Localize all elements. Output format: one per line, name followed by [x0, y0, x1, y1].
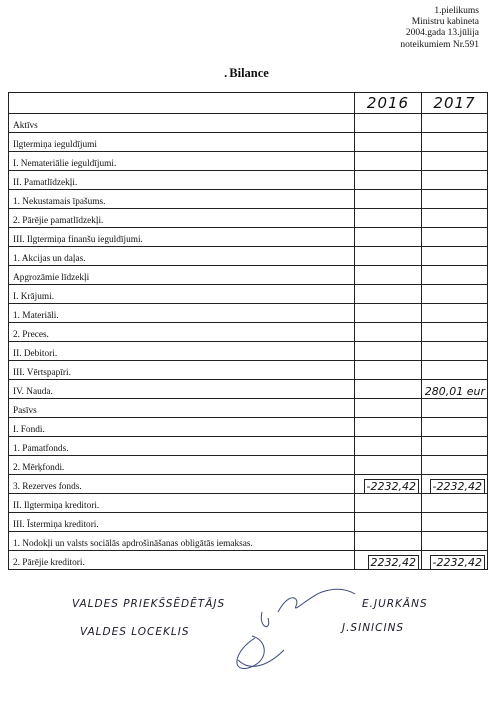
row-value-2016 — [355, 494, 422, 513]
row-label: II. Debitori. — [9, 342, 355, 361]
row-value-2016 — [355, 342, 422, 361]
table-row — [9, 513, 488, 532]
document-header — [329, 6, 479, 51]
row-value-2016 — [355, 399, 422, 418]
table-row — [9, 399, 488, 418]
row-value-2017 — [422, 475, 488, 494]
row-value-2017 — [422, 456, 488, 475]
row-label: 1. Materiāli. — [9, 304, 355, 323]
row-value-2017 — [422, 342, 488, 361]
row-value-2016 — [355, 171, 422, 190]
row-label: 3. Rezerves fonds. — [9, 475, 355, 494]
table-row — [9, 228, 488, 247]
header-label-cell — [9, 93, 355, 114]
row-value-2017 — [422, 247, 488, 266]
header-issuer: Ministru kabineta — [411, 17, 479, 28]
row-value-2017 — [422, 266, 488, 285]
row-label: I. Nemateriālie ieguldījumi. — [9, 152, 355, 171]
row-value-2017 — [422, 152, 488, 171]
value-text: -2232,42 — [364, 479, 419, 494]
row-value-2016 — [355, 152, 422, 171]
row-value-2016 — [355, 228, 422, 247]
row-label: II. Ilgtermiņa kreditori. — [9, 494, 355, 513]
row-value-2016 — [355, 323, 422, 342]
row-label: II. Pamatlīdzekļi. — [9, 171, 355, 190]
row-value-2017 — [422, 323, 488, 342]
row-value-2016 — [355, 380, 422, 399]
table-row — [9, 456, 488, 475]
row-value-2016 — [355, 209, 422, 228]
row-value-2017 — [422, 380, 488, 399]
row-value-2017 — [422, 437, 488, 456]
row-value-2017 — [422, 418, 488, 437]
row-value-2017 — [422, 171, 488, 190]
table-row — [9, 190, 488, 209]
header-date: 2004.gada 13.jūlija — [405, 28, 479, 39]
value-text: 280,01 eur — [424, 385, 485, 398]
row-value-2016 — [355, 285, 422, 304]
row-value-2016 — [355, 133, 422, 152]
row-label: III. Īstermiņa kreditori. — [9, 513, 355, 532]
row-value-2016 — [355, 418, 422, 437]
row-value-2017 — [422, 285, 488, 304]
value-text: 2232,42 — [368, 555, 420, 570]
row-value-2016 — [355, 247, 422, 266]
row-value-2017 — [422, 228, 488, 247]
row-label: III. Vērtspapīri. — [9, 361, 355, 380]
page-title — [0, 66, 493, 81]
row-value-2016 — [355, 304, 422, 323]
signature-name-member: J.SINICINS — [342, 622, 405, 634]
row-value-2016 — [355, 266, 422, 285]
table-header-row — [9, 93, 488, 114]
table-row — [9, 437, 488, 456]
value-text: -2232,42 — [430, 479, 485, 494]
row-value-2016 — [355, 361, 422, 380]
table-row — [9, 418, 488, 437]
signature-role-member: VALDES LOCEKLIS — [80, 626, 190, 638]
row-label: 1. Nodokļi un valsts sociālās apdrošināšanas obligātās iemaksas. — [9, 532, 355, 551]
row-label: 2. Pārējie pamatlīdzekļi. — [9, 209, 355, 228]
table-row — [9, 532, 488, 551]
row-label: I. Fondi. — [9, 418, 355, 437]
row-value-2017 — [422, 532, 488, 551]
table-row — [9, 494, 488, 513]
table-row — [9, 475, 488, 494]
row-value-2017 — [422, 133, 488, 152]
row-label: 1. Pamatfonds. — [9, 437, 355, 456]
row-value-2016 — [355, 532, 422, 551]
row-value-2017 — [422, 399, 488, 418]
column-year-2016: 2016 — [355, 93, 422, 114]
column-year-2017: 2017 — [422, 93, 488, 114]
table-row — [9, 247, 488, 266]
value-text: -2232,42 — [430, 555, 485, 570]
row-label: I. Krājumi. — [9, 285, 355, 304]
signature-name-chairman: E.JURKĀNS — [362, 598, 428, 610]
row-value-2017 — [422, 494, 488, 513]
table-row — [9, 114, 488, 133]
row-label: 1. Akcijas un daļas. — [9, 247, 355, 266]
row-value-2017 — [422, 304, 488, 323]
table-row — [9, 551, 488, 570]
header-appendix: 1.pielikums — [434, 6, 479, 16]
table-row — [9, 304, 488, 323]
table-row — [9, 152, 488, 171]
table-row — [9, 266, 488, 285]
row-label: 2. Preces. — [9, 323, 355, 342]
row-value-2016 — [355, 475, 422, 494]
page-title-text: Bilance — [229, 66, 269, 80]
balance-table — [8, 92, 488, 570]
table-row — [9, 133, 488, 152]
table-row — [9, 342, 488, 361]
row-label: Pasīvs — [9, 399, 355, 418]
table-row — [9, 171, 488, 190]
row-value-2017 — [422, 551, 488, 570]
row-label: 2. Mērķfondi. — [9, 456, 355, 475]
row-label: 2. Pārējie kreditori. — [9, 551, 355, 570]
row-label: Ilgtermiņa ieguldījumi — [9, 133, 355, 152]
row-value-2016 — [355, 513, 422, 532]
header-regulation: noteikumiem Nr.591 — [400, 39, 479, 50]
title-mark: . — [224, 66, 228, 80]
row-value-2016 — [355, 551, 422, 570]
row-label: 1. Nekustamais īpašums. — [9, 190, 355, 209]
row-value-2016 — [355, 114, 422, 133]
signature-role-chairman: VALDES PRIEKŠSĒDĒTĀJS — [72, 598, 226, 610]
row-label: IV. Nauda. — [9, 380, 355, 399]
row-value-2017 — [422, 209, 488, 228]
row-value-2016 — [355, 190, 422, 209]
row-value-2017 — [422, 190, 488, 209]
row-label: Apgrozāmie līdzekļi — [9, 266, 355, 285]
row-value-2016 — [355, 456, 422, 475]
table-row — [9, 209, 488, 228]
table-row — [9, 380, 488, 399]
row-value-2017 — [422, 513, 488, 532]
row-label: Aktīvs — [9, 114, 355, 133]
table-row — [9, 323, 488, 342]
row-label: III. Ilgtermiņa finanšu ieguldījumi. — [9, 228, 355, 247]
row-value-2017 — [422, 114, 488, 133]
row-value-2016 — [355, 437, 422, 456]
table-row — [9, 285, 488, 304]
table-row — [9, 361, 488, 380]
row-value-2017 — [422, 361, 488, 380]
